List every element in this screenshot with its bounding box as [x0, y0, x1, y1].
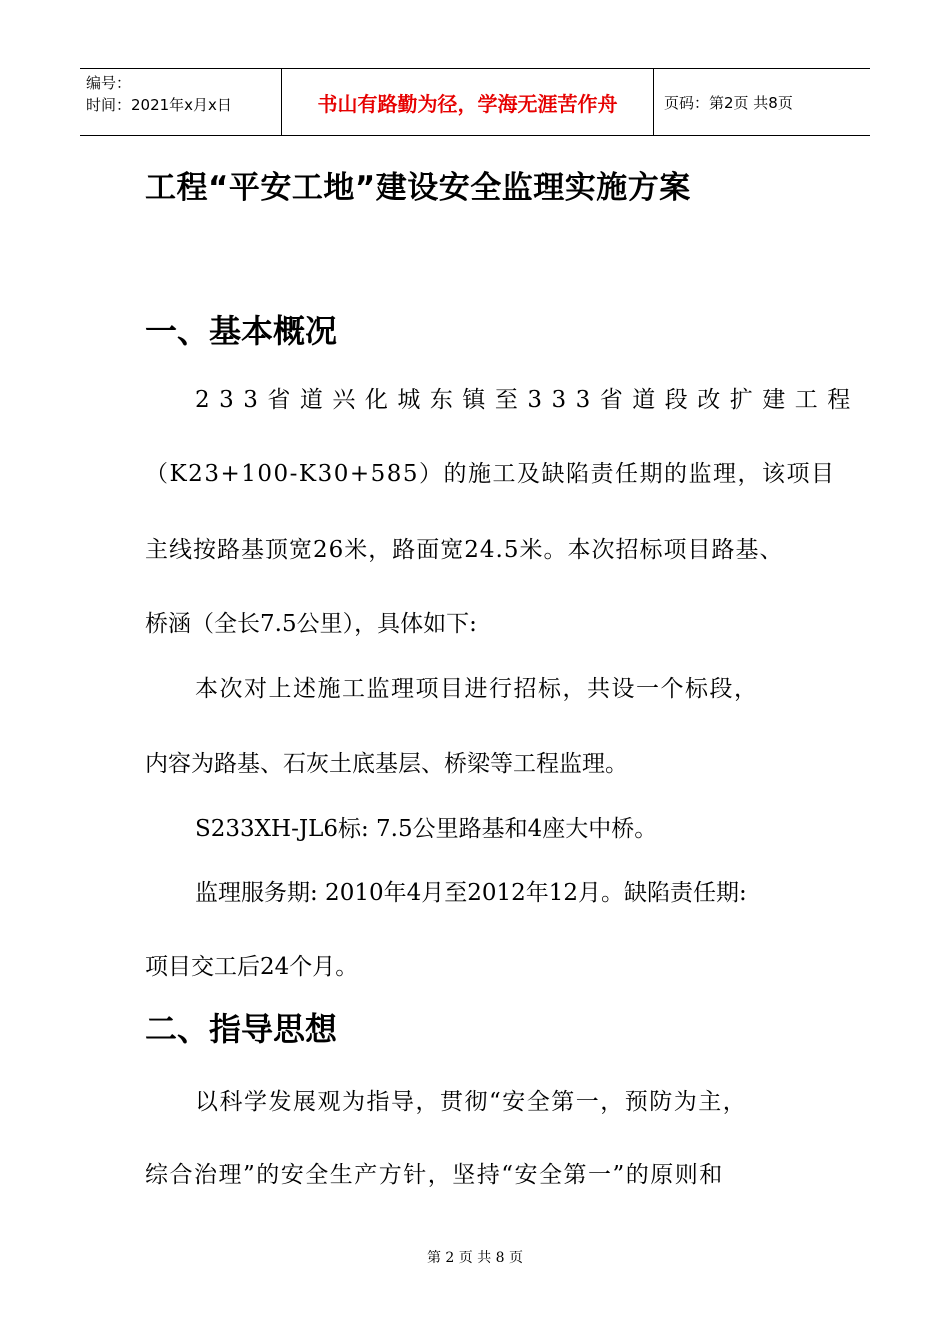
number-label: 编号：: [86, 74, 132, 92]
paragraph-line: （K23+100-K30+585）的施工及缺陷责任期的监理，该项目: [145, 461, 836, 487]
section-heading-guiding-ideology: 二、指导思想: [145, 1010, 338, 1048]
motto-text: 书山有路勤为径，学海无涯苦作舟: [317, 91, 618, 116]
document-header: [80, 68, 870, 136]
document-title: 工程“平安工地”建设安全监理实施方案: [145, 170, 691, 206]
paragraph-line: 以科学发展观为指导，贯彻“安全第一，预防为主，: [195, 1089, 748, 1115]
header-page-cell: [654, 69, 870, 135]
paragraph-line: 233省道兴化城东镇至333省道段改扩建工程: [195, 387, 860, 413]
page-info: 页码：第2页 共8页: [664, 93, 793, 112]
header-motto-cell: [282, 69, 654, 135]
time-label: 时间：2021年x月x日: [86, 96, 232, 114]
paragraph-line: 监理服务期: 2010年4月至2012年12月。缺陷责任期:: [195, 880, 747, 906]
page-footer: 第 2 页 共 8 页: [426, 1250, 524, 1266]
paragraph-line: 内容为路基、石灰土底基层、桥梁等工程监理。: [145, 751, 628, 777]
section-heading-overview: 一、基本概况: [145, 312, 338, 350]
header-meta-cell: [80, 69, 282, 135]
paragraph-line: 项目交工后24个月。: [145, 954, 359, 980]
paragraph-line: S233XH-JL6标: 7.5公里路基和4座大中桥。: [195, 816, 658, 842]
paragraph-line: 综合治理”的安全生产方针，坚持“安全第一”的原则和: [145, 1162, 724, 1188]
paragraph-line: 主线按路基顶宽26米，路面宽24.5米。本次招标项目路基、: [145, 537, 784, 563]
paragraph-line: 本次对上述施工监理项目进行招标，共设一个标段，: [195, 676, 759, 702]
paragraph-line: 桥涵（全长7.5公里），具体如下:: [145, 611, 477, 637]
